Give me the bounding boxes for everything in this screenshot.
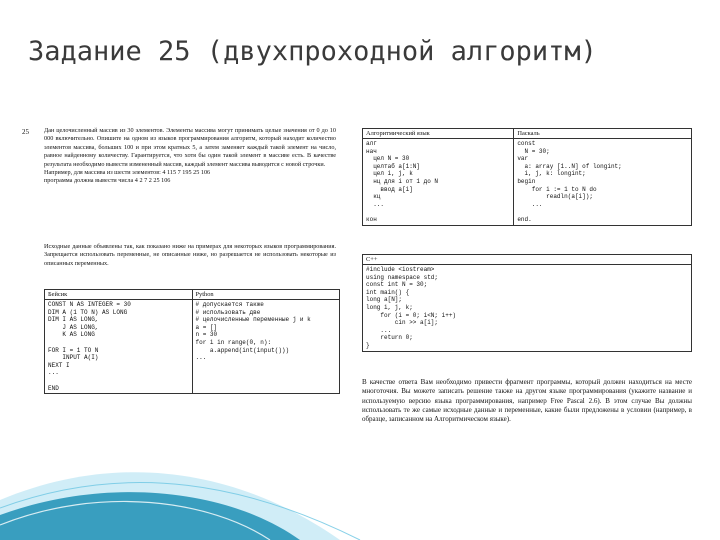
header-alg: Алгоритмический язык [363, 129, 514, 139]
task-note-text: Исходные данные объявлены так, как показано ниже на примерах для некоторых языков программирования. Запрещается использовать переменные, не описанные ниже, но разрешается не использовать некоторые из описанных переменных. [44, 243, 336, 267]
header-basic: Бейсик [45, 290, 193, 300]
header-python: Python [192, 290, 340, 300]
task-statement [44, 127, 336, 186]
code-pascal: const N = 30; var a: array [1..N] of longint; i, j, k: longint; begin for i := 1 to N do readln(a[i]); ... end. [514, 139, 692, 226]
header-pascal: Паскаль [514, 129, 692, 139]
answer-text: В качестве ответа Вам необходимо привести фрагмент программы, который должен находиться на месте многоточия. Вы можете записать решение также на другом языке программирования (укажите название и используемую версию языка программирования, например Free Pascal 2.6). В этом случае Вы должны использовать те же самые исходные данные и переменные, какие были предложены в условии (например, в образце, записанном на Алгоритмическом языке). [362, 378, 692, 424]
slide-title: Задание 25 (двухпроходной алгоритм) [28, 36, 597, 67]
header-cpp: C++ [363, 255, 692, 265]
code-alg: алг нач цел N = 30 целтаб a[1:N] цел i, j, k нц для i от 1 до N ввод a[i] кц ... кон [363, 139, 514, 226]
code-table-cpp [362, 254, 692, 352]
code-basic: CONST N AS INTEGER = 30 DIM A (1 TO N) AS LONG DIM I AS LONG, J AS LONG, K AS LONG FOR I = 1 TO N INPUT A(I) NEXT I ... END [45, 300, 193, 394]
task-example-result: программа должна вывести числа 4 2 7 2 25 106 [44, 177, 171, 185]
code-python: # допускается также # использовать две # целочисленные переменные j и k a = [] n = 30 for i in range(0, n): a.append(int(input())) ... [192, 300, 340, 394]
answer-instructions [362, 378, 692, 424]
code-cpp: #include <iostream> using namespace std; const int N = 30; int main() { long a[N]; long i, j, k; for (i = 0; i<N; i++) cin >> a[i]; ... return 0; } [363, 265, 692, 352]
task-example: Например, для массива из шести элементов: 4 115 7 195 25 106 [44, 169, 211, 177]
code-table-basic-python [44, 289, 340, 394]
task-description: Дан целочисленный массив из 30 элементов. Элементы массива могут принимать целые значения от 0 до 10 000 включительно. Опишите на одном из языков программирования алгоритм, который находит количество элементов массива, больших 100 и при этом кратных 5, а затем заменяет каждый такой элемент на число, равное найденному количеству. Гарантируется, что хотя бы один такой элемент в массиве есть. В качестве результата необходимо вывести измененный массив, каждый элемент массива выводится с новой строчки. [44, 127, 336, 168]
code-table-alg-pascal [362, 128, 692, 226]
task-note [44, 243, 336, 268]
task-number: 25 [22, 128, 29, 136]
decorative-ribbon [0, 430, 720, 540]
